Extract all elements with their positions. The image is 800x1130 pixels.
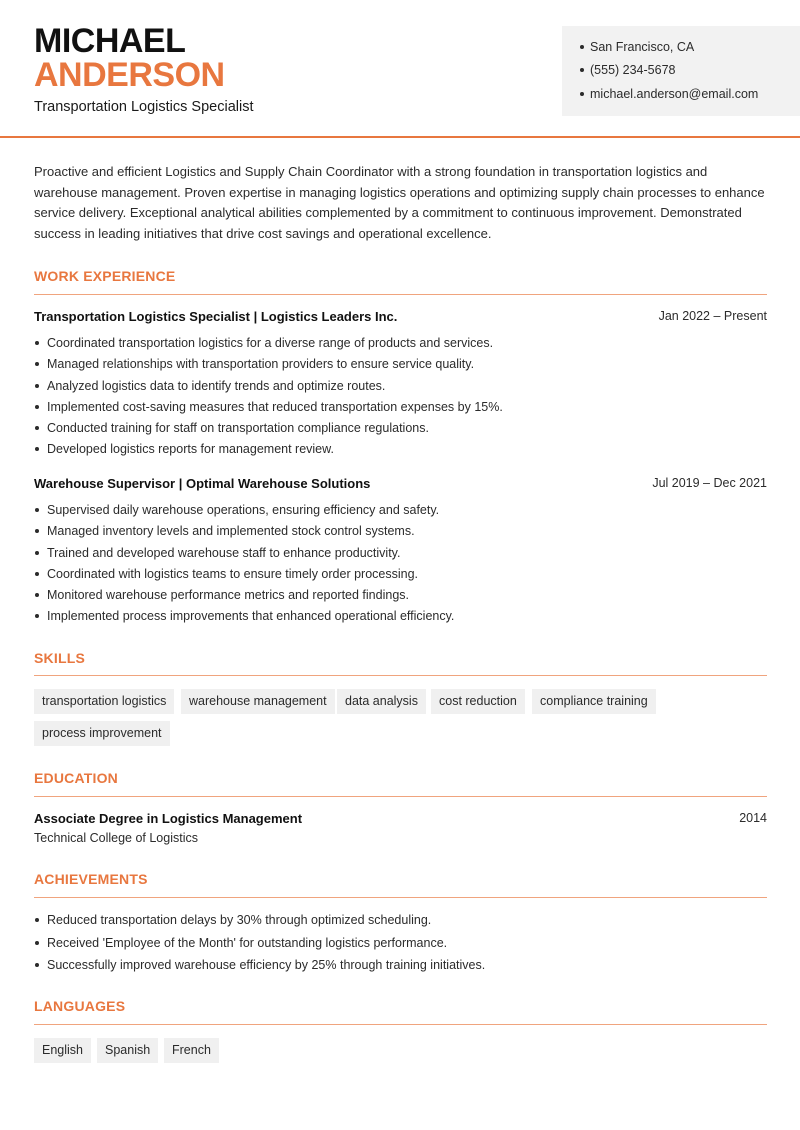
section-title-skills: SKILLS (34, 650, 85, 666)
bullet-icon (35, 551, 39, 555)
job-dates: Jul 2019 – Dec 2021 (652, 476, 767, 490)
bullet-icon (35, 918, 39, 922)
list-item-text: Reduced transportation delays by 30% through optimized scheduling. (47, 913, 432, 927)
summary-paragraph: Proactive and efficient Logistics and Supply Chain Coordinator with a strong foundation in transportation logistics and warehouse management. Proven expertise in managing logistics operations and optimizing supply chain processes to enhance service delivery. Exceptional analytical abilities complemented by a commitment to continuous improvement. Demonstrated success in leading initiatives that drive cost savings and operational excellence. (34, 164, 765, 241)
list-item-text: Managed inventory levels and implemented stock control systems. (47, 524, 415, 539)
list-item (34, 440, 767, 461)
bullet-icon (35, 941, 39, 945)
contact-location (580, 40, 694, 54)
contact-email-text: michael.anderson@email.com (590, 87, 759, 101)
bullet-icon (35, 614, 39, 618)
bullet-icon (35, 341, 39, 345)
list-item (34, 377, 767, 398)
job-dates: Jan 2022 – Present (658, 309, 767, 323)
list-item (34, 934, 767, 957)
list-item-text: Received 'Employee of the Month' for outstanding logistics performance. (47, 935, 448, 950)
bullet-icon (35, 362, 39, 366)
list-item-text: Successfully improved warehouse efficiency by 25% through training initiatives. (47, 958, 486, 972)
skill-tag: data analysis (337, 689, 426, 714)
language-tag: English (34, 1038, 91, 1063)
bullet-icon (580, 45, 584, 49)
skill-tag: transportation logistics (34, 689, 174, 714)
job-bullets (34, 334, 767, 462)
job-header (34, 476, 767, 491)
section-divider (34, 675, 767, 676)
list-item (34, 334, 767, 355)
list-item-text: Implemented process improvements that enhanced operational efficiency. (47, 609, 455, 624)
list-item (34, 501, 767, 522)
contact-location-text: San Francisco, CA (590, 40, 695, 54)
list-item-text: Managed relationships with transportation providers to ensure service quality. (47, 357, 475, 372)
education-school: Technical College of Logistics (34, 831, 198, 845)
education-year: 2014 (739, 811, 767, 825)
list-item (34, 911, 767, 934)
job-role: Transportation Logistics Specialist | Logistics Leaders Inc. (34, 309, 398, 324)
list-item (34, 544, 767, 565)
list-item (34, 956, 767, 979)
list-item-text: Supervised daily warehouse operations, ensuring efficiency and safety. (47, 503, 440, 517)
bullet-icon (35, 426, 39, 430)
contact-phone (580, 63, 675, 77)
last-name: ANDERSON (34, 56, 225, 94)
skill-tag: cost reduction (431, 689, 525, 714)
bullet-icon (35, 593, 39, 597)
list-item (34, 607, 767, 628)
job-header (34, 309, 767, 324)
list-item-text: Coordinated with logistics teams to ensure timely order processing. (47, 566, 419, 581)
list-item (34, 565, 767, 586)
contact-box (562, 26, 800, 116)
section-title-work: WORK EXPERIENCE (34, 268, 176, 284)
job-title: Transportation Logistics Specialist (34, 99, 254, 115)
list-item (34, 398, 767, 419)
job-bullets (34, 501, 767, 629)
list-item (34, 355, 767, 376)
bullet-icon (35, 572, 39, 576)
section-divider (34, 897, 767, 898)
contact-phone-text: (555) 234-5678 (590, 63, 676, 77)
bullet-icon (580, 92, 584, 96)
job-role: Warehouse Supervisor | Optimal Warehouse Solutions (34, 476, 371, 491)
list-item-text: Monitored warehouse performance metrics and reported findings. (47, 588, 409, 603)
skill-tag: warehouse management (181, 689, 335, 714)
list-item-text: Developed logistics reports for management review. (47, 442, 334, 457)
section-divider (34, 1024, 767, 1025)
resume-header (0, 0, 800, 138)
bullet-icon (35, 447, 39, 451)
language-tag: French (164, 1038, 219, 1063)
language-tag: Spanish (97, 1038, 158, 1063)
contact-email (580, 87, 758, 101)
first-name: MICHAEL (34, 22, 186, 60)
skill-tag: process improvement (34, 721, 170, 746)
section-divider (34, 294, 767, 295)
list-item (34, 419, 767, 440)
list-item-text: Conducted training for staff on transportation compliance regulations. (47, 421, 429, 436)
achievement-bullets (34, 911, 767, 979)
list-item-text: Trained and developed warehouse staff to enhance productivity. (47, 545, 401, 560)
bullet-icon (35, 384, 39, 388)
section-title-education: EDUCATION (34, 770, 118, 786)
bullet-icon (35, 405, 39, 409)
skill-tag: compliance training (532, 689, 656, 714)
list-item-text: Coordinated transportation logistics for a diverse range of products and services. (47, 336, 494, 350)
list-item (34, 522, 767, 543)
list-item-text: Implemented cost-saving measures that reduced transportation expenses by 15%. (47, 399, 503, 414)
section-divider (34, 796, 767, 797)
section-title-achievements: ACHIEVEMENTS (34, 871, 148, 887)
bullet-icon (35, 963, 39, 967)
section-title-languages: LANGUAGES (34, 998, 126, 1014)
bullet-icon (580, 68, 584, 72)
list-item-text: Analyzed logistics data to identify trends and optimize routes. (47, 378, 386, 393)
bullet-icon (35, 508, 39, 512)
list-item (34, 586, 767, 607)
bullet-icon (35, 529, 39, 533)
education-degree: Associate Degree in Logistics Management (34, 811, 303, 826)
